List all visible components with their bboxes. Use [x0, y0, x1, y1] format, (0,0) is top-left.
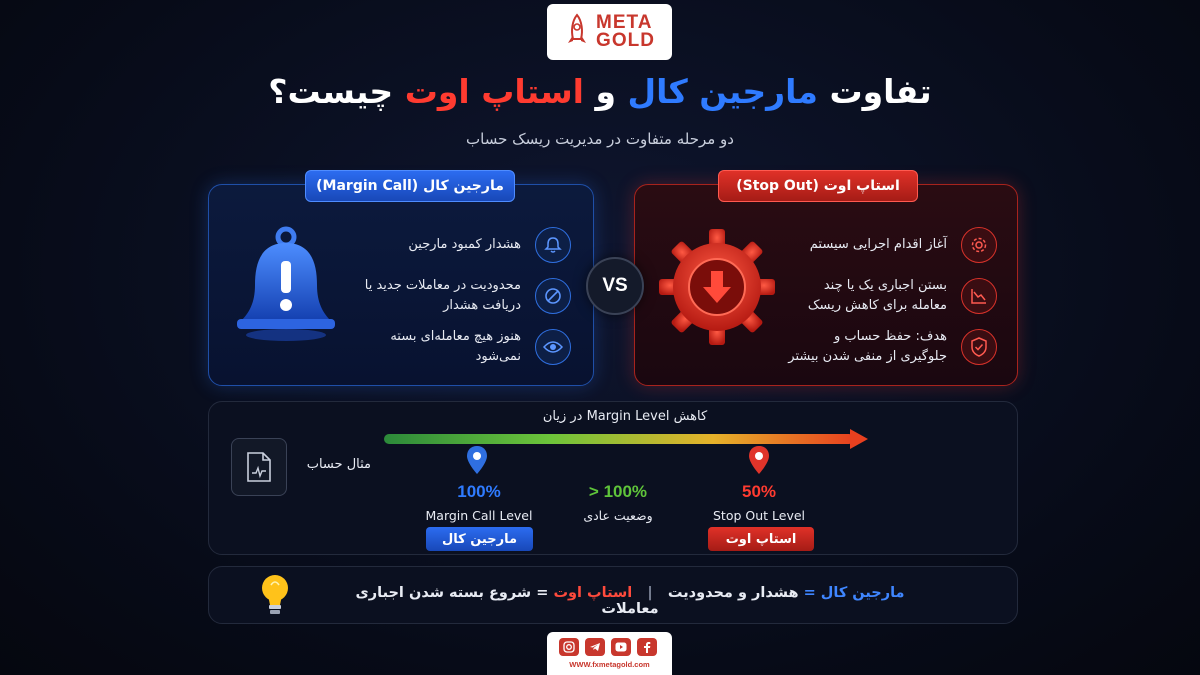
instagram-icon[interactable] [559, 638, 579, 656]
stop-out-panel [634, 184, 1018, 386]
bell-alert-icon [231, 225, 341, 345]
mc-item-3: هنوز هیچ معامله‌ای بسته نمی‌شود [351, 327, 571, 367]
margin-call-button: مارجین کال [426, 527, 533, 551]
margin-level-bar-label: کاهش Margin Level در زیان [542, 409, 708, 424]
margin-call-tag: مارجین کال (Margin Call) [305, 170, 515, 202]
gear-stop-icon [657, 227, 777, 347]
prohibited-icon [535, 278, 571, 314]
website-url[interactable]: WWW.fxmetagold.com [569, 660, 650, 669]
normal-level: > 100% وضعیت عادی [583, 482, 653, 523]
example-account-label: مثال حساب [306, 457, 371, 472]
logo-wordmark: META GOLD [596, 12, 655, 51]
eye-icon [535, 329, 571, 365]
so-item-2: بستن اجباری یک یا چند معامله برای کاهش ریسک [787, 276, 997, 316]
mc-item-1: هشدار کمبود مارجین [351, 227, 571, 263]
facebook-icon[interactable] [637, 638, 657, 656]
page-subtitle: دو مرحله متفاوت در مدیریت ریسک حساب [466, 130, 734, 148]
so-item-1: آغاز اقدام اجرایی سیستم [787, 227, 997, 263]
vs-badge: VS [586, 257, 644, 315]
map-pin-red-icon [748, 445, 770, 475]
margin-level-gradient-bar [384, 434, 854, 444]
brand-logo [547, 4, 672, 60]
lightbulb-icon [258, 573, 292, 617]
rocket-icon [564, 13, 590, 51]
stop-out-level: 50% Stop Out Level [712, 482, 806, 523]
page-title: تفاوت مارجین کال و استاپ اوت چیست؟ [268, 72, 932, 111]
account-file-icon [231, 438, 287, 496]
bell-outline-icon [535, 227, 571, 263]
gear-icon [961, 227, 997, 263]
map-pin-blue-icon [466, 445, 488, 475]
shield-check-icon [961, 329, 997, 365]
mc-item-2: محدودیت در معاملات جدید یا دریافت هشدار [351, 276, 571, 316]
margin-call-panel [208, 184, 594, 386]
footer-social-bar [547, 632, 672, 675]
youtube-icon[interactable] [611, 638, 631, 656]
so-item-3: هدف: حفظ حساب و جلوگیری از منفی شدن بیشتر [787, 327, 997, 367]
margin-level-scale-panel [208, 401, 1018, 555]
stop-out-button: استاپ اوت [708, 527, 814, 551]
summary-text: مارجین کال = هشدار و محدودیت | استاپ اوت = شروع بسته شدن اجباری معاملات [355, 585, 905, 617]
stop-out-tag: استاپ اوت (Stop Out) [718, 170, 918, 202]
arrow-right-icon [850, 429, 868, 449]
margin-call-level: 100% Margin Call Level [425, 482, 533, 523]
telegram-icon[interactable] [585, 638, 605, 656]
chart-down-icon [961, 278, 997, 314]
